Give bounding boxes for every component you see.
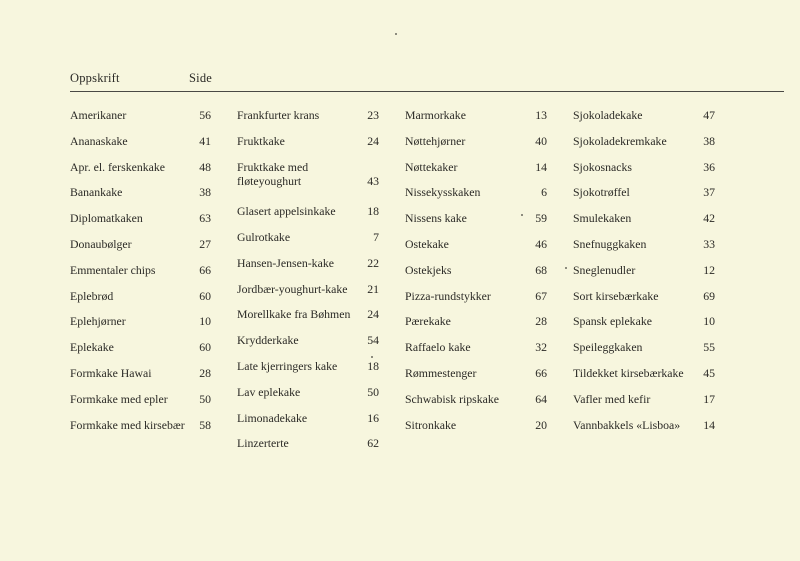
index-entry [573, 134, 715, 148]
recipe-name: Apr. el. ferskenkake [70, 159, 165, 174]
index-entry [573, 263, 715, 277]
page-number: 66 [535, 366, 547, 380]
recipe-name: Spansk eplekake [573, 314, 652, 329]
recipe-name: Morellkake fra Bøhmen [237, 307, 351, 322]
page-number: 32 [535, 340, 547, 355]
page-number: 36 [703, 159, 715, 174]
page-number: 20 [535, 417, 547, 432]
recipe-name: Nøttekaker [405, 159, 458, 174]
index-entry [573, 211, 715, 225]
index-entry [405, 237, 547, 251]
index-entry [573, 418, 715, 432]
page-number: 18 [367, 204, 379, 219]
page-number: 17 [703, 391, 715, 406]
recipe-name: Ostekake [405, 237, 449, 251]
recipe-name: Ostekjeks [405, 262, 452, 277]
page-number: 21 [367, 281, 379, 296]
page-number: 33 [703, 237, 715, 251]
recipe-name: Tildekket kirsebærkake [573, 366, 684, 380]
recipe-name: Formkake Hawai [70, 366, 152, 380]
recipe-name: Speileggkaken [573, 340, 643, 355]
page-number: 7 [373, 230, 379, 245]
index-entry [70, 185, 211, 199]
recipe-name: Raffaelo kake [405, 340, 471, 355]
recipe-name: Krydderkake [237, 333, 299, 348]
index-entry [237, 359, 379, 373]
recipe-name: Nøttehjørner [405, 133, 466, 148]
page-number: 37 [703, 185, 715, 200]
page-number: 58 [199, 417, 211, 432]
page-number: 47 [703, 108, 715, 122]
recipe-name: Vafler med kefir [573, 391, 651, 406]
recipe-name: Jordbær-youghurt-kake [237, 281, 348, 296]
recipe-name: Rømmestenger [405, 366, 477, 380]
page-number: 55 [703, 340, 715, 355]
page-number: 10 [199, 314, 211, 329]
recipe-name: Sort kirsebærkake [573, 288, 659, 303]
page-number: 41 [199, 133, 211, 148]
recipe-name: Frankfurter krans [237, 108, 320, 122]
index-entry [573, 108, 715, 122]
page-number: 59 [535, 211, 547, 226]
index-entry [70, 340, 211, 354]
page-number: 22 [367, 255, 379, 270]
index-entry [573, 160, 715, 174]
page-number: 63 [199, 211, 211, 226]
index-entry [70, 134, 211, 148]
index-entry [237, 307, 379, 321]
recipe-name: Limonadekake [237, 410, 308, 425]
index-entry [405, 366, 547, 380]
index-entry [237, 134, 379, 148]
recipe-name: Gulrotkake [237, 230, 291, 245]
speck [395, 33, 397, 35]
header-divider [70, 91, 784, 92]
page-number: 23 [367, 108, 379, 122]
page-number: 16 [367, 410, 379, 425]
index-entry [573, 314, 715, 328]
recipe-name: Sjokoladekake [573, 108, 643, 122]
page-number: 50 [367, 384, 379, 399]
recipe-name: Formkake med epler [70, 391, 168, 406]
recipe-name: Sjokotrøffel [573, 185, 630, 200]
page-number: 40 [535, 133, 547, 148]
index-entry [237, 411, 379, 425]
recipe-column-heading: Oppskrift [70, 71, 120, 85]
recipe-name: Eplehjørner [70, 314, 126, 329]
page-number: 14 [703, 417, 715, 432]
index-entry [237, 230, 379, 244]
recipe-name: Donaubølger [70, 237, 132, 251]
index-entry [405, 211, 547, 225]
index-entry [573, 185, 715, 199]
recipe-name: Nissekysskaken [405, 185, 481, 200]
recipe-name: Pærekake [405, 314, 451, 329]
index-entry [405, 134, 547, 148]
index-entry [237, 282, 379, 296]
recipe-name: Fruktkake [237, 133, 285, 148]
index-entry [573, 289, 715, 303]
recipe-name: Amerikaner [70, 108, 127, 122]
recipe-name: Sjokosnacks [573, 159, 632, 174]
page-number: 28 [199, 366, 211, 380]
page-column-heading: Side [189, 71, 213, 85]
index-entry [237, 333, 379, 347]
index-entry [573, 340, 715, 354]
index-entry [70, 160, 211, 174]
recipe-name: Nissens kake [405, 211, 467, 226]
index-entry [405, 340, 547, 354]
speck [371, 356, 373, 358]
page-number: 14 [535, 159, 547, 174]
index-entry [70, 108, 211, 122]
page-number: 24 [367, 307, 379, 322]
page-number: 54 [367, 333, 379, 348]
page-number: 6 [541, 185, 547, 200]
recipe-name: Fruktkake med fløteyoughurt [237, 159, 309, 188]
index-entry [405, 263, 547, 277]
index-entry [405, 108, 547, 122]
page-number: 13 [535, 108, 547, 122]
speck [565, 267, 567, 269]
recipe-name: Sjokoladekremkake [573, 133, 667, 148]
page-number: 46 [535, 237, 547, 251]
page-number: 45 [703, 366, 715, 380]
recipe-name: Banankake [70, 185, 123, 200]
index-entry [70, 418, 211, 432]
recipe-name: Schwabisk ripskake [405, 391, 500, 406]
recipe-name: Smulekaken [573, 211, 632, 226]
page-number: 60 [199, 340, 211, 355]
recipe-name: Sneglenudler [573, 262, 636, 277]
page-number: 42 [703, 211, 715, 226]
speck [521, 214, 523, 216]
page-number: 66 [199, 262, 211, 277]
index-entry [405, 418, 547, 432]
index-entry [405, 289, 547, 303]
recipe-name: Ananaskake [70, 133, 128, 148]
page-number: 43 [367, 173, 379, 188]
recipe-name: Late kjerringers kake [237, 359, 338, 374]
index-entry [70, 289, 211, 303]
recipe-name: Hansen-Jensen-kake [237, 255, 334, 270]
page-number: 56 [199, 108, 211, 122]
recipe-name: Eplekake [70, 340, 114, 355]
recipe-name: Lav eplekake [237, 384, 301, 399]
index-entry [405, 314, 547, 328]
page-number: 62 [367, 436, 379, 451]
index-entry [237, 204, 379, 218]
page-number: 60 [199, 288, 211, 303]
index-entry [70, 392, 211, 406]
recipe-name: Snefnuggkaken [573, 237, 647, 251]
recipe-name: Vannbakkels «Lisboa» [573, 417, 681, 432]
index-entry [573, 392, 715, 406]
page-number: 12 [703, 262, 715, 277]
page-number: 27 [199, 237, 211, 251]
index-entry [70, 314, 211, 328]
index-entry [237, 108, 379, 122]
index-entry [70, 237, 211, 251]
index-entry [70, 211, 211, 225]
page-number: 18 [367, 359, 379, 374]
index-entry [237, 385, 379, 399]
index-entry [405, 392, 547, 406]
index-entry [405, 185, 547, 199]
recipe-name: Linzerterte [237, 436, 289, 451]
recipe-name: Formkake med kirsebær [70, 417, 185, 432]
recipe-name: Glasert appelsinkake [237, 204, 336, 219]
page-number: 24 [367, 133, 379, 148]
index-entry [573, 237, 715, 251]
index-entry [237, 436, 379, 450]
page-number: 68 [535, 262, 547, 277]
page-number: 48 [199, 159, 211, 174]
recipe-name: Emmentaler chips [70, 262, 156, 277]
page-number: 50 [199, 391, 211, 406]
index-entry [405, 160, 547, 174]
page-number: 67 [535, 288, 547, 303]
index-entry [70, 366, 211, 380]
recipe-name: Sitronkake [405, 417, 457, 432]
index-entry [237, 256, 379, 270]
page-number: 38 [199, 185, 211, 200]
recipe-name: Pizza-rundstykker [405, 288, 491, 303]
page-number: 28 [535, 314, 547, 329]
recipe-name: Eplebrød [70, 288, 114, 303]
page-number: 38 [703, 133, 715, 148]
page-number: 10 [703, 314, 715, 329]
page-number: 69 [703, 288, 715, 303]
index-entry [237, 160, 379, 190]
index-header [70, 71, 783, 91]
index-entry [573, 366, 715, 380]
page-number: 64 [535, 391, 547, 406]
recipe-name: Marmorkake [405, 108, 466, 122]
index-entry [70, 263, 211, 277]
recipe-name: Diplomatkaken [70, 211, 143, 226]
